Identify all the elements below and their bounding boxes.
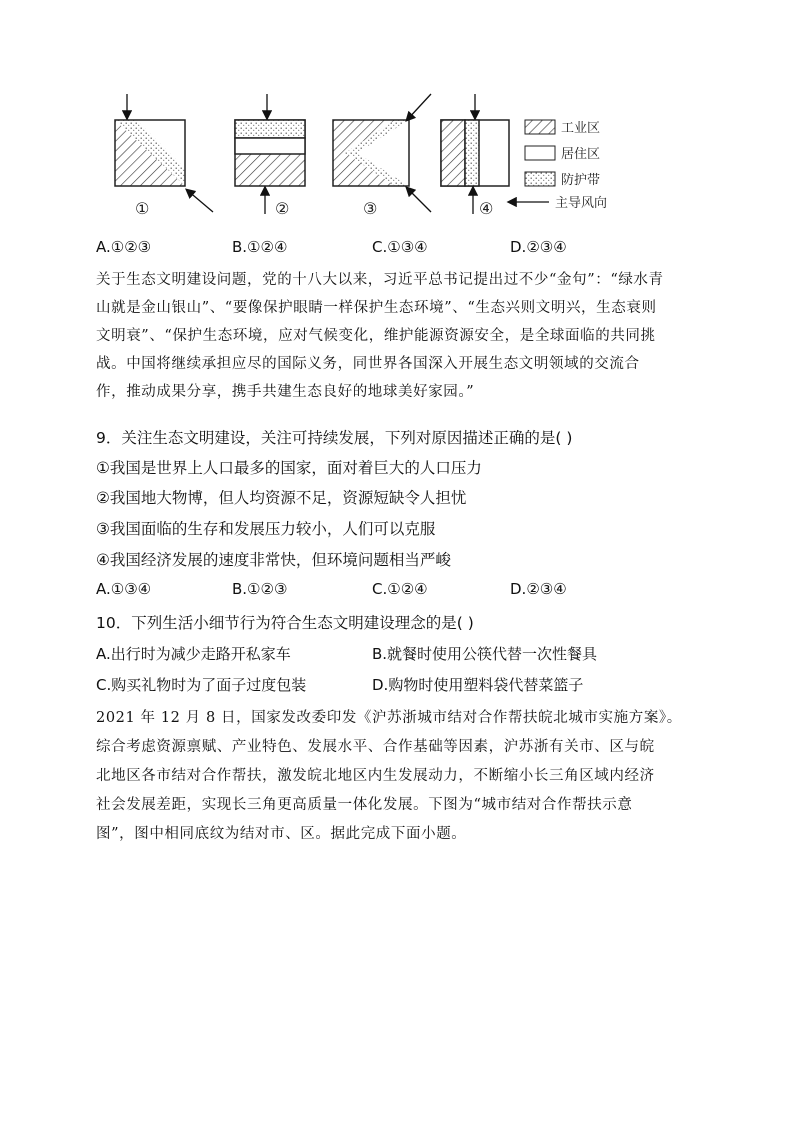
panel-1-label: ① <box>135 199 150 218</box>
q9-item: ③我国面临的生存和发展压力较小，人们可以克服 <box>96 520 436 538</box>
panel-4-label: ④ <box>479 199 494 218</box>
passage1-line: 关于生态文明建设问题，党的十八大以来，习近平总书记提出过不少“金句”：“绿水青 <box>96 272 664 288</box>
passage2-line: 2021 年 12 月 8 日，国家发改委印发《沪苏浙城市结对合作帮扶皖北城市实施方案》。 <box>96 710 682 726</box>
q8-option-a[interactable]: A.①②③ <box>96 238 152 256</box>
panel-2-diagram <box>235 94 305 214</box>
q8-option-d[interactable]: D.②③④ <box>510 238 567 256</box>
q8-option-c[interactable]: C.①③④ <box>372 238 428 256</box>
panel-4-diagram <box>441 94 509 214</box>
q9-option-d[interactable]: D.②③④ <box>510 580 567 598</box>
panel-1-diagram <box>115 94 213 212</box>
q8-option-b[interactable]: B.①②④ <box>232 238 288 256</box>
panel-2-label: ② <box>275 199 290 218</box>
q10-option-c[interactable]: C.购买礼物时为了面子过度包装 <box>96 676 307 694</box>
passage1-line: 文明衰”、“保护生态环境，应对气候变化，维护能源资源安全，是全球面临的共同挑 <box>96 328 656 344</box>
panel-3-diagram <box>333 94 431 212</box>
figure-legend <box>509 120 607 211</box>
wind-arrow-icon <box>187 190 213 212</box>
q9-option-c[interactable]: C.①②④ <box>372 580 428 598</box>
passage1-line: 山就是金山银山”、“要像保护眼睛一样保护生态环境”、“生态兴则文明兴，生态衰则 <box>96 300 657 316</box>
legend-industrial: 工业区 <box>561 121 601 136</box>
passage1-line: 战。中国将继续承担应尽的国际义务，同世界各国深入开展生态文明领域的交流合 <box>96 356 640 372</box>
legend-residential: 居住区 <box>561 147 601 162</box>
passage2-line: 综合考虑资源禀赋、产业特色、发展水平、合作基础等因素，沪苏浙有关市、区与皖 <box>96 739 655 755</box>
panel-3-label: ③ <box>363 199 378 218</box>
legend-buffer: 防护带 <box>561 173 601 188</box>
q9-option-a[interactable]: A.①③④ <box>96 580 152 598</box>
wind-arrow-icon <box>407 94 431 120</box>
q9-stem: 9．关注生态文明建设，关注可持续发展，下列对原因描述正确的是( ) <box>96 429 573 447</box>
passage2-line: 图”，图中相同底纹为结对市、区。据此完成下面小题。 <box>96 826 467 842</box>
passage1-line: 作，推动成果分享，携手共建生态良好的地球美好家园。” <box>96 384 475 400</box>
urban-layout-figure <box>95 92 615 227</box>
q9-item: ①我国是世界上人口最多的国家，面对着巨大的人口压力 <box>96 459 482 477</box>
q9-option-b[interactable]: B.①②③ <box>232 580 288 598</box>
q9-item: ④我国经济发展的速度非常快，但环境问题相当严峻 <box>96 551 451 569</box>
q10-option-d[interactable]: D.购物时使用塑料袋代替菜篮子 <box>372 676 584 694</box>
wind-arrow-icon <box>407 188 431 212</box>
q10-option-b[interactable]: B.就餐时使用公筷代替一次性餐具 <box>372 645 598 663</box>
q10-option-a[interactable]: A.出行时为减少走路开私家车 <box>96 645 291 663</box>
passage2-line: 社会发展差距，实现长三角更高质量一体化发展。下图为“城市结对合作帮扶示意 <box>96 797 633 813</box>
q9-item: ②我国地大物博，但人均资源不足，资源短缺令人担忧 <box>96 489 467 507</box>
legend-wind: 主导风向 <box>555 196 608 211</box>
passage2-line: 北地区各市结对合作帮扶，激发皖北地区内生发展动力，不断缩小长三角区域内经济 <box>96 768 655 784</box>
q10-stem: 10．下列生活小细节行为符合生态文明建设理念的是( ) <box>96 614 474 632</box>
